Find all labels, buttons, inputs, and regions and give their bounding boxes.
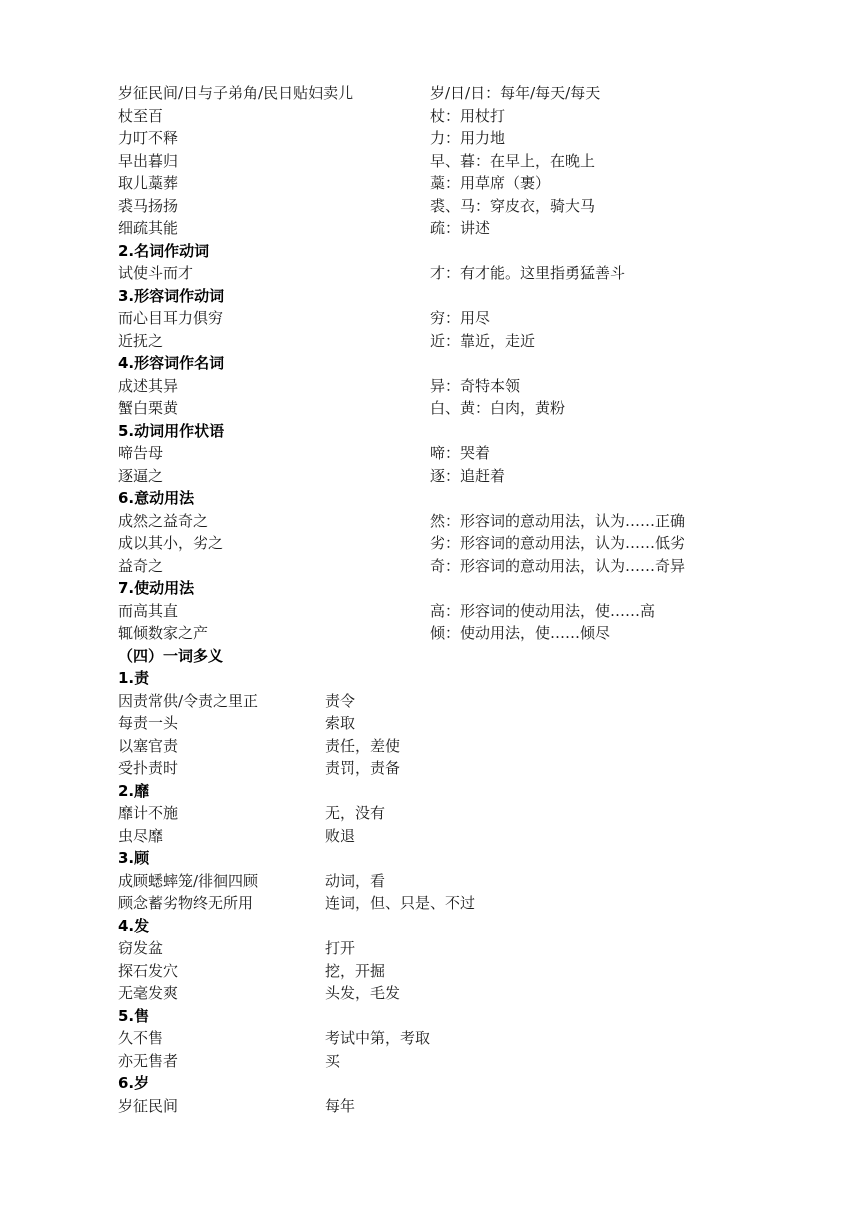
word-heading: 3.顾 — [118, 849, 150, 867]
gloss: 头发，毛发 — [325, 984, 401, 1002]
term: 成然之益奇之 — [118, 511, 209, 530]
list-item — [118, 892, 758, 915]
section-heading: 3.形容词作动词 — [118, 286, 225, 305]
term: 细疏其能 — [118, 219, 179, 237]
list-item — [118, 150, 758, 173]
list-item — [118, 330, 758, 353]
gloss: 藁：用草席（裹） — [430, 174, 551, 192]
section-heading: 4.形容词作名词 — [118, 354, 225, 372]
list-item — [118, 465, 758, 488]
list-item — [118, 127, 758, 150]
term: 裘马扬扬 — [118, 196, 179, 215]
list-item — [118, 397, 758, 420]
gloss: 打开 — [325, 939, 356, 957]
gloss: 早、暮：在早上，在晚上 — [430, 151, 596, 170]
list-item — [118, 375, 758, 398]
word-heading: 4.发 — [118, 916, 150, 935]
term: 每责一头 — [118, 714, 179, 732]
gloss: 责令 — [325, 691, 356, 710]
list-item — [118, 870, 758, 893]
gloss: 挖，开掘 — [325, 961, 386, 980]
term: 亦无售者 — [118, 1051, 179, 1070]
gloss: 责任，差使 — [325, 736, 401, 755]
list-item — [118, 622, 758, 645]
gloss: 责罚，责备 — [325, 759, 401, 777]
term: 试使斗而才 — [118, 264, 194, 282]
gloss: 白、黄：白肉，黄粉 — [430, 399, 566, 417]
list-item — [118, 690, 758, 713]
gloss: 动词，看 — [325, 871, 386, 890]
term: 顾念蓄劣物终无所用 — [118, 894, 254, 912]
term: 取儿藁葬 — [118, 174, 179, 192]
term: 成述其异 — [118, 376, 179, 395]
list-item — [118, 217, 758, 240]
term: 虫尽靡 — [118, 826, 164, 845]
gloss: 高：形容词的使动用法，使……高 — [430, 601, 656, 620]
term: 靡计不施 — [118, 804, 179, 822]
list-item — [118, 757, 758, 780]
word-heading: 5.售 — [118, 1006, 150, 1025]
gloss: 连词，但、只是、不过 — [325, 894, 476, 912]
gloss: 啼：哭着 — [430, 444, 491, 462]
term: 而心目耳力俱穷 — [118, 309, 224, 327]
gloss: 然：形容词的意动用法，认为……正确 — [430, 511, 686, 530]
list-item — [118, 1050, 758, 1073]
gloss: 每年 — [325, 1096, 356, 1115]
gloss: 才：有才能。这里指勇猛善斗 — [430, 264, 626, 282]
gloss: 无，没有 — [325, 804, 386, 822]
term: 近抚之 — [118, 331, 164, 350]
list-item — [118, 960, 758, 983]
term: 岁征民间 — [118, 1096, 179, 1115]
term: 以塞官责 — [118, 736, 179, 755]
term: 无毫发爽 — [118, 984, 179, 1002]
gloss: 力：用力地 — [430, 129, 506, 147]
term: 探石发穴 — [118, 961, 179, 980]
list-item — [118, 555, 758, 578]
term: 因责常供/令责之里正 — [118, 691, 259, 710]
gloss: 疏：讲述 — [430, 219, 491, 237]
list-item — [118, 510, 758, 533]
term: 力叮不释 — [118, 129, 179, 147]
term: 早出暮归 — [118, 151, 179, 170]
list-item — [118, 802, 758, 825]
gloss: 倾：使动用法，使……倾尽 — [430, 624, 611, 642]
word-heading: 2.靡 — [118, 781, 150, 800]
list-item — [118, 600, 758, 623]
list-item — [118, 982, 758, 1005]
term: 而高其直 — [118, 601, 179, 620]
list-item — [118, 172, 758, 195]
part-title: （四）一词多义 — [118, 646, 224, 665]
section-heading: 6.意动用法 — [118, 489, 195, 507]
list-item — [118, 262, 758, 285]
gloss: 逐：追赶着 — [430, 466, 506, 485]
list-item — [118, 307, 758, 330]
gloss: 杖：用杖打 — [430, 106, 506, 125]
term: 窃发盆 — [118, 939, 164, 957]
word-heading: 1.责 — [118, 669, 150, 687]
term: 啼告母 — [118, 444, 164, 462]
gloss: 岁/日/日：每年/每天/每天 — [430, 84, 601, 102]
term: 岁征民间/日与子弟角/民日贴妇卖儿 — [118, 84, 354, 102]
list-item — [118, 1027, 758, 1050]
gloss: 近：靠近，走近 — [430, 331, 536, 350]
term: 久不售 — [118, 1029, 164, 1047]
gloss: 考试中第，考取 — [325, 1029, 431, 1047]
term: 益奇之 — [118, 556, 164, 575]
list-item — [118, 442, 758, 465]
term: 成顾蟋蟀笼/徘徊四顾 — [118, 871, 259, 890]
term: 逐逼之 — [118, 466, 164, 485]
gloss: 索取 — [325, 714, 356, 732]
gloss: 败退 — [325, 826, 356, 845]
gloss: 穷：用尽 — [430, 309, 491, 327]
gloss: 劣：形容词的意动用法，认为……低劣 — [430, 534, 686, 552]
term: 蟹白栗黄 — [118, 399, 179, 417]
term: 杖至百 — [118, 106, 164, 125]
gloss: 奇：形容词的意动用法，认为……奇异 — [430, 556, 686, 575]
document-body — [118, 82, 758, 1117]
list-item — [118, 937, 758, 960]
list-item — [118, 532, 758, 555]
term: 成以其小，劣之 — [118, 534, 224, 552]
word-heading: 6.岁 — [118, 1074, 150, 1092]
gloss: 异：奇特本领 — [430, 376, 521, 395]
section-heading: 5.动词用作状语 — [118, 421, 225, 440]
list-item — [118, 712, 758, 735]
list-item — [118, 825, 758, 848]
list-item — [118, 735, 758, 758]
gloss: 买 — [325, 1051, 341, 1070]
term: 辄倾数家之产 — [118, 624, 209, 642]
list-item — [118, 1095, 758, 1118]
section-heading: 2.名词作动词 — [118, 241, 210, 260]
section-heading: 7.使动用法 — [118, 579, 195, 597]
list-item — [118, 105, 758, 128]
list-item — [118, 82, 758, 105]
term: 受扑责时 — [118, 759, 179, 777]
gloss: 裘、马：穿皮衣，骑大马 — [430, 196, 596, 215]
list-item — [118, 195, 758, 218]
